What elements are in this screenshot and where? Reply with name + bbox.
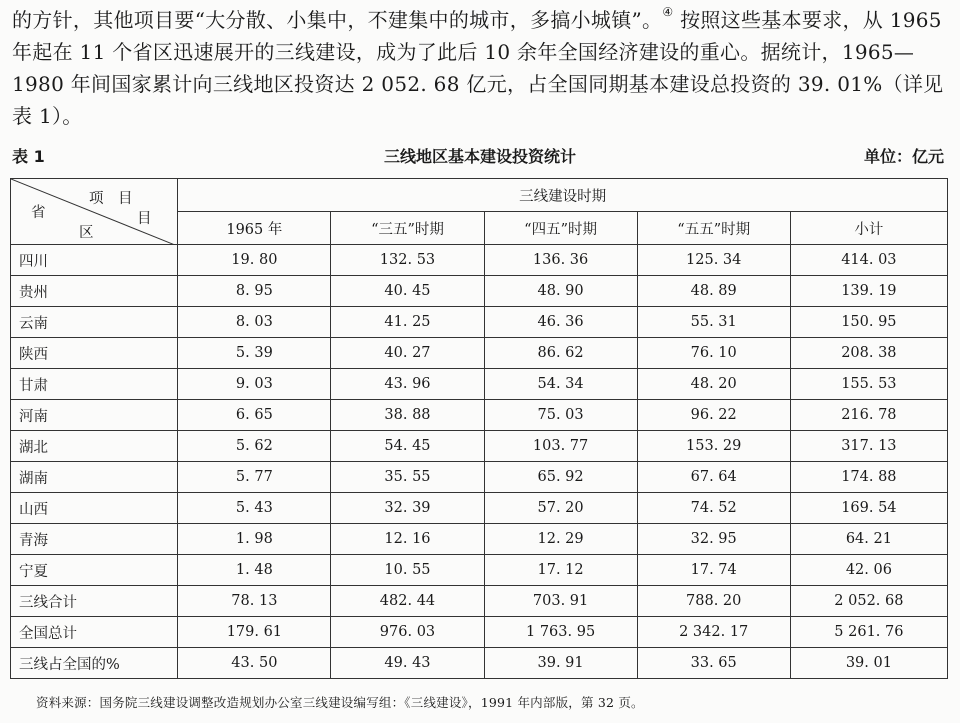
region-cell: 四川 xyxy=(11,245,178,276)
value-cell: 2 342. 17 xyxy=(637,617,790,648)
region-cell: 青海 xyxy=(11,524,178,555)
value-cell: 103. 77 xyxy=(484,431,637,462)
value-cell: 48. 20 xyxy=(637,369,790,400)
region-cell: 陕西 xyxy=(11,338,178,369)
value-cell: 19. 80 xyxy=(178,245,331,276)
table-row xyxy=(11,431,948,462)
value-cell: 65. 92 xyxy=(484,462,637,493)
value-cell: 150. 95 xyxy=(790,307,947,338)
table-row xyxy=(11,555,948,586)
value-cell: 153. 29 xyxy=(637,431,790,462)
table-row xyxy=(11,524,948,555)
source-note: 资料来源：国务院三线建设调整改造规划办公室三线建设编写组：《三线建设》，1991 年内部版，第 32 页。 xyxy=(36,695,644,710)
value-cell: 54. 45 xyxy=(331,431,484,462)
value-cell: 132. 53 xyxy=(331,245,484,276)
value-cell: 35. 55 xyxy=(331,462,484,493)
value-cell: 139. 19 xyxy=(790,276,947,307)
table-label: 表 1 xyxy=(12,147,45,166)
table-row xyxy=(11,586,948,617)
value-cell: 39. 01 xyxy=(790,648,947,679)
value-cell: 10. 55 xyxy=(331,555,484,586)
value-cell: 43. 96 xyxy=(331,369,484,400)
value-cell: 39. 91 xyxy=(484,648,637,679)
value-cell: 1. 48 xyxy=(178,555,331,586)
value-cell: 12. 16 xyxy=(331,524,484,555)
value-cell: 78. 13 xyxy=(178,586,331,617)
value-cell: 32. 95 xyxy=(637,524,790,555)
value-cell: 5 261. 76 xyxy=(790,617,947,648)
region-cell: 山西 xyxy=(11,493,178,524)
column-header: “五五”时期 xyxy=(637,212,790,245)
value-cell: 9. 03 xyxy=(178,369,331,400)
corner-province-label: 省 xyxy=(31,205,46,221)
value-cell: 976. 03 xyxy=(331,617,484,648)
paragraph-line-1: 的方针，其他项目要“大分散、小集中，不建集中的城市，多搞小城镇”。④ 按照这些基本要求，从 1965 xyxy=(12,5,942,32)
value-cell: 5. 39 xyxy=(178,338,331,369)
region-cell: 甘肃 xyxy=(11,369,178,400)
region-cell: 全国总计 xyxy=(11,617,178,648)
region-cell: 湖北 xyxy=(11,431,178,462)
region-cell: 湖南 xyxy=(11,462,178,493)
region-cell: 宁夏 xyxy=(11,555,178,586)
value-cell: 48. 89 xyxy=(637,276,790,307)
value-cell: 54. 34 xyxy=(484,369,637,400)
value-cell: 155. 53 xyxy=(790,369,947,400)
value-cell: 55. 31 xyxy=(637,307,790,338)
value-cell: 64. 21 xyxy=(790,524,947,555)
region-cell: 三线占全国的% xyxy=(11,648,178,679)
corner-item-label: 项 目 xyxy=(89,191,133,207)
footnote-reference: ④ xyxy=(662,5,674,19)
value-cell: 1 763. 95 xyxy=(484,617,637,648)
value-cell: 5. 43 xyxy=(178,493,331,524)
value-cell: 40. 45 xyxy=(331,276,484,307)
table-row xyxy=(11,307,948,338)
value-cell: 67. 64 xyxy=(637,462,790,493)
value-cell: 57. 20 xyxy=(484,493,637,524)
value-cell: 5. 77 xyxy=(178,462,331,493)
table-row xyxy=(11,338,948,369)
value-cell: 49. 43 xyxy=(331,648,484,679)
region-cell: 云南 xyxy=(11,307,178,338)
paragraph-line-2: 年起在 11 个省区迅速展开的三线建设，成为了此后 10 余年全国经济建设的重心。据统计，1965— xyxy=(12,40,915,64)
column-header: “四五”时期 xyxy=(484,212,637,245)
value-cell: 32. 39 xyxy=(331,493,484,524)
table-row xyxy=(11,648,948,679)
value-cell: 33. 65 xyxy=(637,648,790,679)
value-cell: 38. 88 xyxy=(331,400,484,431)
value-cell: 75. 03 xyxy=(484,400,637,431)
corner-region-label: 区 xyxy=(79,225,94,241)
column-header: 1965 年 xyxy=(178,212,331,245)
corner-mu-label: 目 xyxy=(137,211,152,227)
value-cell: 174. 88 xyxy=(790,462,947,493)
column-header: “三五”时期 xyxy=(331,212,484,245)
value-cell: 179. 61 xyxy=(178,617,331,648)
value-cell: 41. 25 xyxy=(331,307,484,338)
value-cell: 414. 03 xyxy=(790,245,947,276)
table-row xyxy=(11,493,948,524)
value-cell: 6. 65 xyxy=(178,400,331,431)
table-row xyxy=(11,369,948,400)
body-paragraph xyxy=(12,4,952,132)
value-cell: 317. 13 xyxy=(790,431,947,462)
table-row xyxy=(11,245,948,276)
value-cell: 136. 36 xyxy=(484,245,637,276)
value-cell: 169. 54 xyxy=(790,493,947,524)
value-cell: 96. 22 xyxy=(637,400,790,431)
investment-table xyxy=(10,178,948,679)
value-cell: 48. 90 xyxy=(484,276,637,307)
table-body xyxy=(11,245,948,679)
value-cell: 43. 50 xyxy=(178,648,331,679)
value-cell: 46. 36 xyxy=(484,307,637,338)
value-cell: 42. 06 xyxy=(790,555,947,586)
region-cell: 贵州 xyxy=(11,276,178,307)
value-cell: 17. 12 xyxy=(484,555,637,586)
table-row xyxy=(11,462,948,493)
group-header: 三线建设时期 xyxy=(178,179,948,212)
value-cell: 208. 38 xyxy=(790,338,947,369)
value-cell: 76. 10 xyxy=(637,338,790,369)
value-cell: 40. 27 xyxy=(331,338,484,369)
value-cell: 8. 95 xyxy=(178,276,331,307)
table-unit: 单位：亿元 xyxy=(863,147,944,166)
value-cell: 5. 62 xyxy=(178,431,331,462)
value-cell: 1. 98 xyxy=(178,524,331,555)
region-cell: 三线合计 xyxy=(11,586,178,617)
table-title: 三线地区基本建设投资统计 xyxy=(383,147,576,166)
value-cell: 74. 52 xyxy=(637,493,790,524)
table-caption xyxy=(12,144,948,168)
value-cell: 703. 91 xyxy=(484,586,637,617)
table-row xyxy=(11,617,948,648)
value-cell: 125. 34 xyxy=(637,245,790,276)
diagonal-header-cell xyxy=(11,179,178,245)
table-row xyxy=(11,276,948,307)
paragraph-line-3: 1980 年间国家累计向三线地区投资达 2 052. 68 亿元，占全国同期基本建设总投资的 39. 01%（详见 xyxy=(12,72,944,96)
value-cell: 17. 74 xyxy=(637,555,790,586)
value-cell: 788. 20 xyxy=(637,586,790,617)
column-header: 小计 xyxy=(790,212,947,245)
value-cell: 8. 03 xyxy=(178,307,331,338)
region-cell: 河南 xyxy=(11,400,178,431)
table-row xyxy=(11,400,948,431)
value-cell: 2 052. 68 xyxy=(790,586,947,617)
value-cell: 86. 62 xyxy=(484,338,637,369)
value-cell: 482. 44 xyxy=(331,586,484,617)
value-cell: 12. 29 xyxy=(484,524,637,555)
value-cell: 216. 78 xyxy=(790,400,947,431)
paragraph-line-4: 表 1）。 xyxy=(12,104,83,128)
